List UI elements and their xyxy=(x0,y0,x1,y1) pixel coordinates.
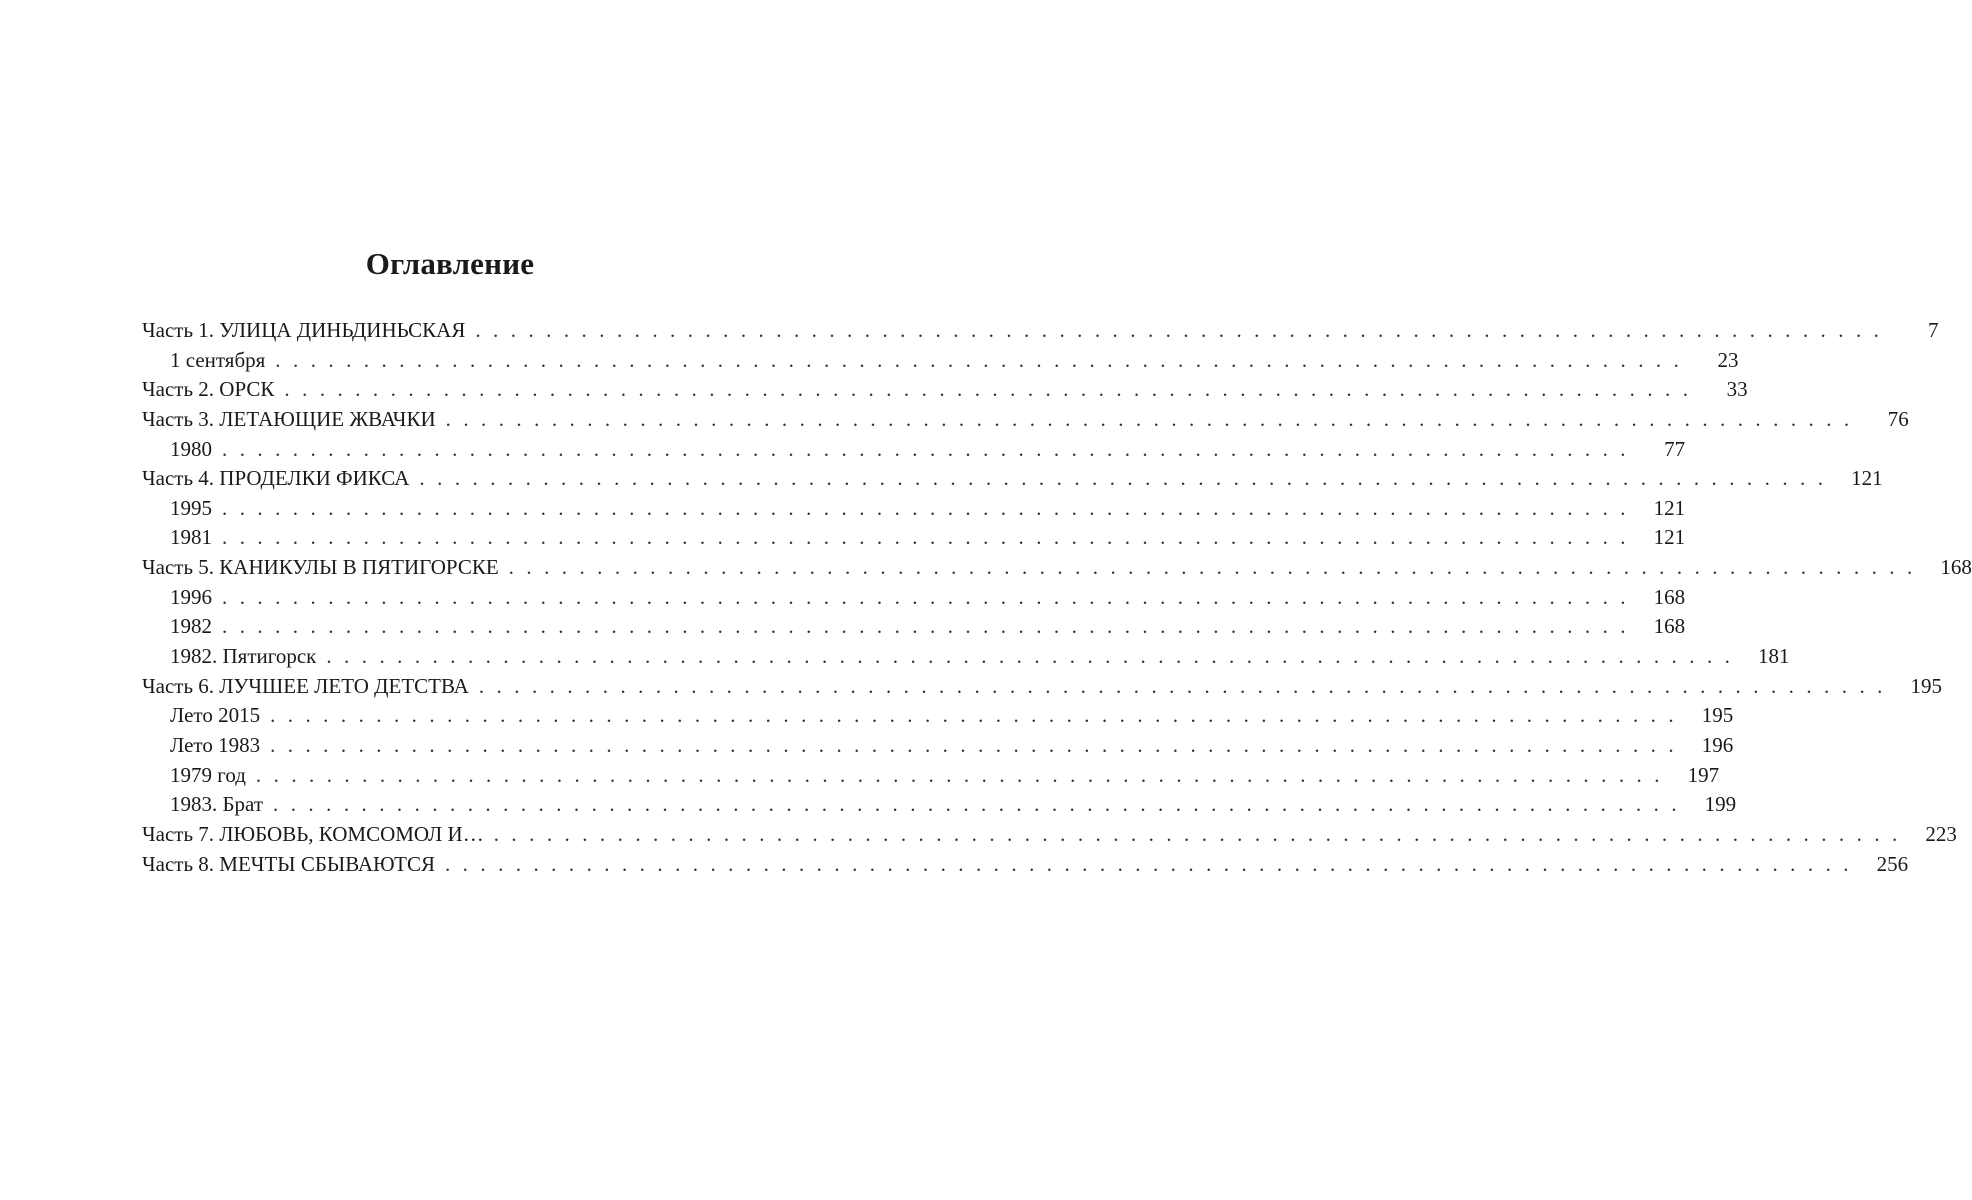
toc-subentry[interactable] xyxy=(142,642,1790,672)
toc-page-number: 121 xyxy=(1851,466,1883,491)
dot-leader: . . . . . . . . . . . . . . . . . . . . . . . . . . . . . . . . . . . . . . . . . . . . . . . . . . . . . . . . . . . . . . . . . . . . . . . . . . . . . . . . xyxy=(475,318,1883,342)
dot-leader: . . . . . . . . . . . . . . . . . . . . . . . . . . . . . . . . . . . . . . . . . . . . . . . . . . . . . . . . . . . . . . . . . . . . . . . . . . . . . . . . xyxy=(222,614,1630,639)
toc-subentry[interactable] xyxy=(142,731,1734,761)
toc-page-number: 121 xyxy=(1653,525,1686,550)
toc-page-number: 223 xyxy=(1925,821,1957,846)
toc-entry-label: Часть 8. МЕЧТЫ СБЫВАЮТСЯ xyxy=(142,851,435,876)
toc-entry-label: Часть 3. ЛЕТАЮЩИЕ ЖВАЧКИ xyxy=(142,406,436,431)
toc-entry[interactable] xyxy=(142,464,1883,494)
toc-subentry[interactable] xyxy=(142,612,1686,642)
toc-entry[interactable] xyxy=(142,553,1972,583)
dot-leader: . . . . . . . . . . . . . . . . . . . . . . . . . . . . . . . . . . . . . . . . . . . . . . . . . . . . . . . . . . . . . . . . . . . . . . . . . . . . . . . . xyxy=(419,466,1827,491)
toc-subentry[interactable] xyxy=(142,790,1737,820)
dot-leader: . . . . . . . . . . . . . . . . . . . . . . . . . . . . . . . . . . . . . . . . . . . . . . . . . . . . . . . . . . . . . . . . . . . . . . . . . . . . . . . . xyxy=(478,673,1886,698)
toc-entry[interactable] xyxy=(142,316,1939,346)
toc-entry-label: Часть 7. ЛЮБОВЬ, КОМСОМОЛ И… xyxy=(142,821,484,846)
toc-page-number: 7 xyxy=(1928,318,1939,342)
toc-entry-label: Лето 1983 xyxy=(170,732,261,757)
toc-page-number: 77 xyxy=(1664,436,1686,461)
toc-entry-label: 1 сентября xyxy=(170,347,266,372)
toc-entry[interactable] xyxy=(142,672,1942,702)
toc-subentry[interactable] xyxy=(142,494,1686,524)
toc-page-number: 168 xyxy=(1653,584,1686,609)
toc-page-number: 199 xyxy=(1704,792,1737,817)
toc-subentry[interactable] xyxy=(142,346,1739,376)
toc-page-number: 195 xyxy=(1701,703,1734,728)
dot-leader: . . . . . . . . . . . . . . . . . . . . . . . . . . . . . . . . . . . . . . . . . . . . . . . . . . . . . . . . . . . . . . . . . . . . . . . . . . . . . . . . xyxy=(445,406,1853,431)
dot-leader: . . . . . . . . . . . . . . . . . . . . . . . . . . . . . . . . . . . . . . . . . . . . . . . . . . . . . . . . . . . . . . . . . . . . . . . . . . . . . . . . xyxy=(222,436,1630,461)
toc-page-number: 23 xyxy=(1717,347,1739,372)
toc-page-number: 168 xyxy=(1940,555,1972,580)
page-title: Оглавление xyxy=(365,246,535,281)
dot-leader: . . . . . . . . . . . . . . . . . . . . . . . . . . . . . . . . . . . . . . . . . . . . . . . . . . . . . . . . . . . . . . . . . . . . . . . . . . . . . . . . xyxy=(255,762,1664,787)
toc-entry-label: Часть 6. ЛУЧШЕЕ ЛЕТО ДЕТСТВА xyxy=(142,673,469,698)
toc-page-number: 121 xyxy=(1653,495,1686,520)
toc-entry[interactable] xyxy=(142,375,1748,405)
toc-entry-label: 1980 xyxy=(170,436,212,461)
dot-leader: . . . . . . . . . . . . . . . . . . . . . . . . . . . . . . . . . . . . . . . . . . . . . . . . . . . . . . . . . . . . . . . . . . . . . . . . . . . . . . . . xyxy=(222,495,1630,520)
dot-leader: . . . . . . . . . . . . . . . . . . . . . . . . . . . . . . . . . . . . . . . . . . . . . . . . . . . . . . . . . . . . . . . . . . . . . . . . . . . . . . . . xyxy=(508,555,1916,580)
toc-entry-label: Лето 2015 xyxy=(170,703,261,728)
toc-entry-label: Часть 2. ОРСК xyxy=(142,377,275,402)
toc-entry-label: 1996 xyxy=(170,584,212,609)
toc-entry[interactable] xyxy=(142,850,1909,880)
toc-page-number: 256 xyxy=(1876,851,1909,876)
toc-page-number: 181 xyxy=(1758,644,1790,669)
toc-entry-label: Часть 4. ПРОДЕЛКИ ФИКСА xyxy=(142,466,410,491)
dot-leader: . . . . . . . . . . . . . . . . . . . . . . . . . . . . . . . . . . . . . . . . . . . . . . . . . . . . . . . . . . . . . . . . . . . . . . . . . . . . . . . . xyxy=(275,347,1683,372)
toc-entry-label: 1979 год xyxy=(170,762,246,787)
toc-entry-label: 1982 xyxy=(170,614,212,639)
dot-leader: . . . . . . . . . . . . . . . . . . . . . . . . . . . . . . . . . . . . . . . . . . . . . . . . . . . . . . . . . . . . . . . . . . . . . . . . . . . . . . . . xyxy=(444,851,1853,876)
dot-leader: . . . . . . . . . . . . . . . . . . . . . . . . . . . . . . . . . . . . . . . . . . . . . . . . . . . . . . . . . . . . . . . . . . . . . . . . . . . . . . . . xyxy=(273,792,1681,817)
toc-page-number: 195 xyxy=(1910,673,1942,698)
toc-entry[interactable] xyxy=(142,405,1909,435)
toc-page-number: 76 xyxy=(1887,406,1909,431)
dot-leader: . . . . . . . . . . . . . . . . . . . . . . . . . . . . . . . . . . . . . . . . . . . . . . . . . . . . . . . . . . . . . . . . . . . . . . . . . . . . . . . . xyxy=(270,732,1678,757)
toc-subentry[interactable] xyxy=(142,761,1720,791)
dot-leader: . . . . . . . . . . . . . . . . . . . . . . . . . . . . . . . . . . . . . . . . . . . . . . . . . . . . . . . . . . . . . . . . . . . . . . . . . . . . . . . . xyxy=(222,525,1630,550)
toc-page-number: 168 xyxy=(1653,614,1686,639)
toc-entry-label: 1981 xyxy=(170,525,212,550)
toc-page-number: 197 xyxy=(1687,762,1720,787)
table-of-contents xyxy=(142,316,1972,879)
dot-leader: . . . . . . . . . . . . . . . . . . . . . . . . . . . . . . . . . . . . . . . . . . . . . . . . . . . . . . . . . . . . . . . . . . . . . . . . . . . . . . . . xyxy=(270,703,1678,728)
toc-entry-label: Часть 5. КАНИКУЛЫ В ПЯТИГОРСКЕ xyxy=(142,555,499,580)
dot-leader: . . . . . . . . . . . . . . . . . . . . . . . . . . . . . . . . . . . . . . . . . . . . . . . . . . . . . . . . . . . . . . . . . . . . . . . . . . . . . . . . xyxy=(493,821,1901,846)
toc-entry-label: 1982. Пятигорск xyxy=(170,644,317,669)
toc-subentry[interactable] xyxy=(142,435,1686,465)
toc-page-number: 33 xyxy=(1726,377,1748,402)
dot-leader: . . . . . . . . . . . . . . . . . . . . . . . . . . . . . . . . . . . . . . . . . . . . . . . . . . . . . . . . . . . . . . . . . . . . . . . . . . . . . . . . xyxy=(284,377,1692,402)
toc-entry-label: Часть 1. УЛИЦА ДИНЬДИНЬСКАЯ xyxy=(142,318,466,342)
dot-leader: . . . . . . . . . . . . . . . . . . . . . . . . . . . . . . . . . . . . . . . . . . . . . . . . . . . . . . . . . . . . . . . . . . . . . . . . . . . . . . . . xyxy=(326,644,1734,669)
toc-entry-label: 1995 xyxy=(170,495,212,520)
toc-subentry[interactable] xyxy=(142,701,1734,731)
toc-page-number: 196 xyxy=(1701,732,1734,757)
toc-subentry[interactable] xyxy=(142,523,1686,553)
dot-leader: . . . . . . . . . . . . . . . . . . . . . . . . . . . . . . . . . . . . . . . . . . . . . . . . . . . . . . . . . . . . . . . . . . . . . . . . . . . . . . . . xyxy=(222,584,1630,609)
toc-entry-label: 1983. Брат xyxy=(170,792,264,817)
toc-subentry[interactable] xyxy=(142,583,1686,613)
toc-entry[interactable] xyxy=(142,820,1957,850)
